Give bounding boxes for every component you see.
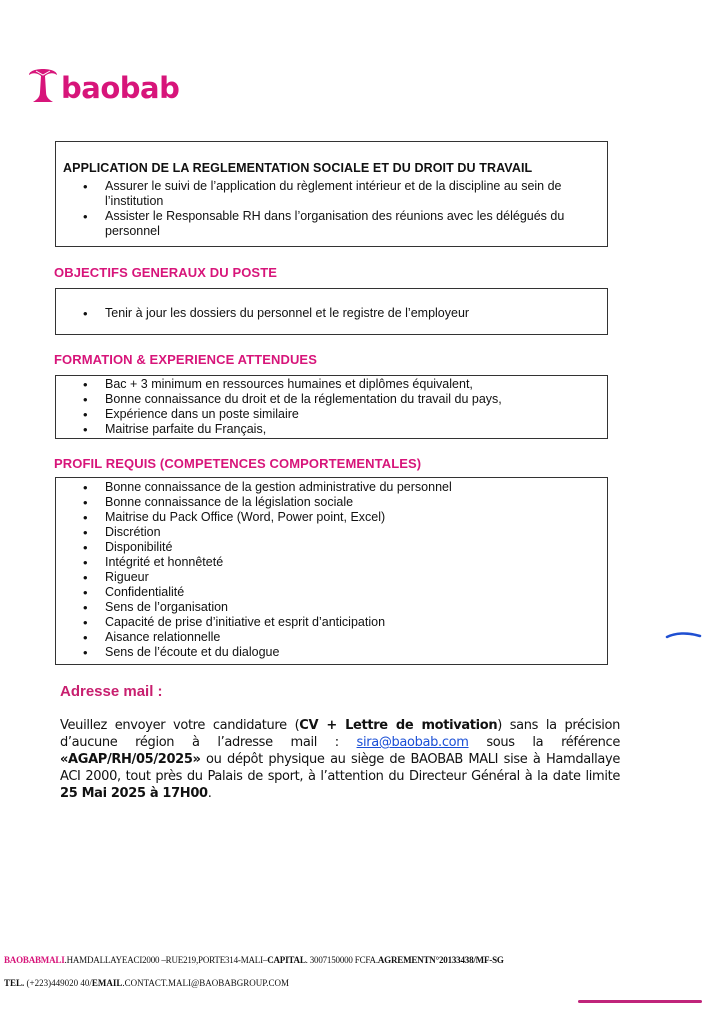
objectifs-list (56, 306, 607, 321)
list-item: • Bonne connaissance du droit et de la réglementation du travail du pays, (56, 392, 607, 407)
list-item: • Bonne connaissance de la législation sociale (56, 495, 607, 510)
list-item: • Assurer le suivi de l’application du règlement intérieur et de la discipline au sein de l’institution (56, 179, 607, 209)
list-item: • Sens de l’écoute et du dialogue (56, 645, 607, 660)
baobab-logo (26, 64, 179, 104)
list-item: • Capacité de prise d’initiative et esprit d’anticipation (56, 615, 607, 630)
list-item: • Disponibilité (56, 540, 607, 555)
list-item: • Bac + 3 minimum en ressources humaines et diplômes équivalent, (56, 377, 607, 392)
footer-tel: TEL. (4, 978, 25, 988)
baobab-tree-icon (26, 64, 60, 104)
formation-title: FORMATION & EXPERIENCE ATTENDUES (54, 352, 317, 367)
reglementation-box (55, 141, 608, 247)
application-instructions (60, 717, 620, 802)
footer-email-label: EMAIL (91, 978, 123, 988)
footer-address (4, 955, 504, 965)
reference: «AGAP/RH/05/2025» (60, 752, 201, 767)
list-item: • Tenir à jour les dossiers du personnel et le registre de l’employeur (56, 306, 607, 321)
text: Veuillez envoyer votre candidature ( (60, 718, 300, 733)
profil-box (55, 477, 608, 665)
list-item: • Maitrise parfaite du Français, (56, 422, 607, 437)
profil-title: PROFIL REQUIS (COMPETENCES COMPORTEMENTALES) (54, 456, 422, 471)
list-item: • Sens de l’organisation (56, 600, 607, 615)
deadline: 25 Mai 2025 à 17H00 (60, 786, 208, 801)
formation-list (56, 377, 607, 437)
footer-brand: BAOBABMALI (4, 955, 65, 965)
text: ou dépôt physique au siège de BAOBAB MALI sise à Hamdallaye ACI 2000, tout près du Palais de sport, à l’attention du Directeur Général à la date limite (60, 752, 620, 784)
footer-line (578, 1000, 702, 1003)
profil-list (56, 480, 607, 660)
text: sous la référence (468, 735, 620, 750)
reglementation-list (56, 179, 607, 239)
objectifs-title: OBJECTIFS GENERAUX DU POSTE (54, 265, 278, 280)
text: ) sans la précision d’aucune région à l’adresse mail : (60, 718, 620, 750)
text: . (207, 786, 212, 801)
footer-text: .HAMDALLAYEACI2000 –RUE219,PORTE314-MALI– (64, 955, 268, 965)
logo-text: baobab (61, 71, 180, 105)
list-item: • Maitrise du Pack Office (Word, Power point, Excel) (56, 510, 607, 525)
footer-contact (4, 978, 289, 988)
list-item: • Discrétion (56, 525, 607, 540)
footer-text: . 3007150000 FCFA. (305, 955, 378, 965)
mail-title: Adresse mail : (60, 683, 163, 700)
list-item: • Bonne connaissance de la gestion administrative du personnel (56, 480, 607, 495)
email-link[interactable]: sira@baobab.com (356, 735, 469, 750)
footer-agrement: AGREMENTN°20133438/MF-SG (377, 955, 504, 965)
pen-mark (665, 627, 702, 645)
footer-capital: CAPITAL (267, 955, 306, 965)
footer-text: .CONTACT.MALI@BAOBABGROUP.COM (122, 978, 290, 988)
reglementation-title: APPLICATION DE LA REGLEMENTATION SOCIALE ET DU DROIT DU TRAVAIL (63, 161, 533, 175)
list-item: • Expérience dans un poste similaire (56, 407, 607, 422)
cv-letter: CV + Lettre de motivation (299, 718, 498, 733)
footer-text: (+223)449020 40/ (24, 978, 92, 988)
list-item: • Aisance relationnelle (56, 630, 607, 645)
list-item: • Confidentialité (56, 585, 607, 600)
list-item: • Assister le Responsable RH dans l’organisation des réunions avec les délégués du personnel (56, 209, 607, 239)
list-item: • Intégrité et honnêteté (56, 555, 607, 570)
objectifs-box (55, 288, 608, 335)
formation-box (55, 375, 608, 439)
list-item: • Rigueur (56, 570, 607, 585)
